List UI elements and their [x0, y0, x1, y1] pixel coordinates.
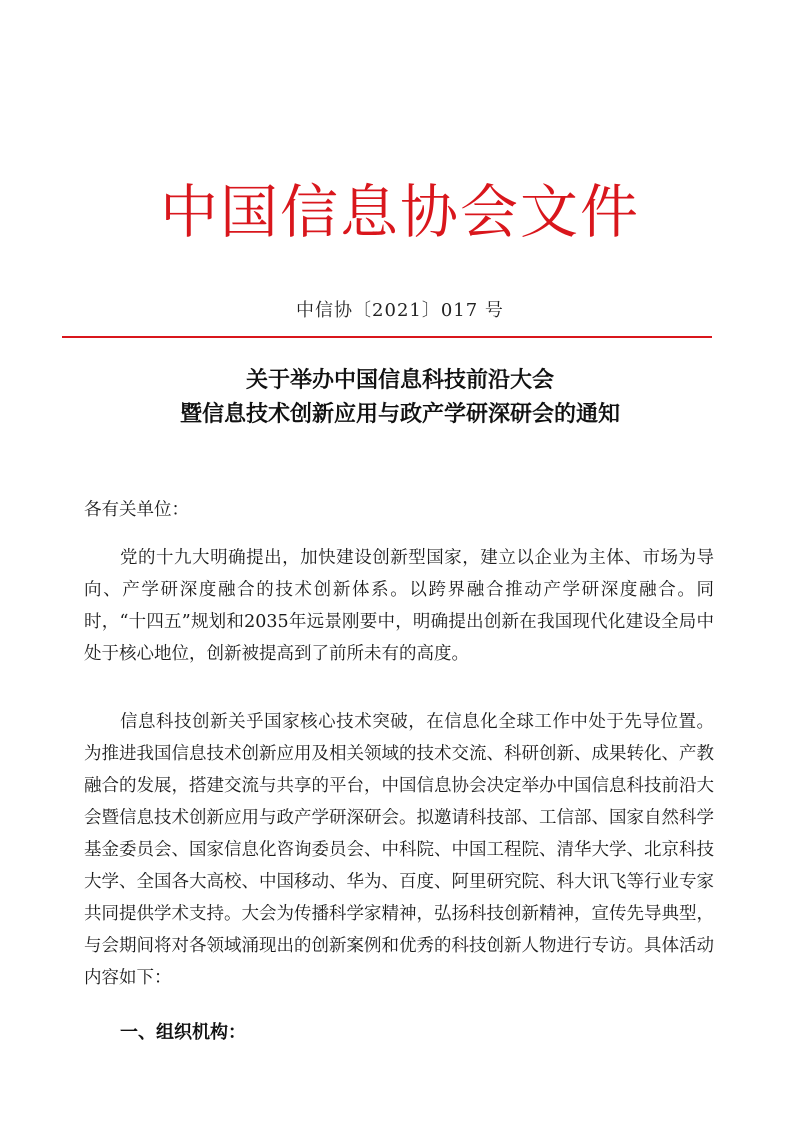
document-number: 中信协〔2021〕017 号 [296, 300, 504, 321]
red-divider-rule [62, 336, 712, 338]
body-paragraph-2: 信息科技创新关乎国家核心技术突破，在信息化全球工作中处于先导位置。为推进我国信息技术创新应用及相关领域的技术交流、科研创新、成果转化、产教融合的发展，搭建交流与共享的平台，中国信息协会决定举办中国信息科技前沿大会暨信息技术创新应用与政产学研深研会。拟邀请科技部、工信部、国家自然科学基金委员会、国家信息化咨询委员会、中科院、中国工程院、清华大学、北京科技大学、全国各大高校、中国移动、华为、百度、阿里研究院、科大讯飞等行业专家共同提供学术支持。大会为传播科学家精神，弘扬科技创新精神，宣传先导典型，与会期间将对各领域涌现出的创新案例和优秀的科技创新人物进行专访。具体活动内容如下： [84, 712, 714, 988]
section-heading-organization: 一、组织机构： [120, 1022, 246, 1043]
notice-title-line2: 暨信息技术创新应用与政产学研深研会的通知 [179, 402, 620, 427]
org-file-title: 中国信息协会文件 [159, 178, 640, 246]
body-paragraph-1: 党的十九大明确提出，加快建设创新型国家，建立以企业为主体、市场为导向、产学研深度融合的技术创新体系。以跨界融合推动产学研深度融合。同时，“十四五”规划和2035年远景刚要中，明确提出创新在我国现代化建设全局中处于核心地位，创新被提高到了前所未有的高度。 [84, 548, 714, 664]
notice-title-line1: 关于举办中国信息科技前沿大会 [245, 368, 554, 393]
notice-title [0, 364, 800, 432]
salutation: 各有关单位： [84, 500, 189, 520]
